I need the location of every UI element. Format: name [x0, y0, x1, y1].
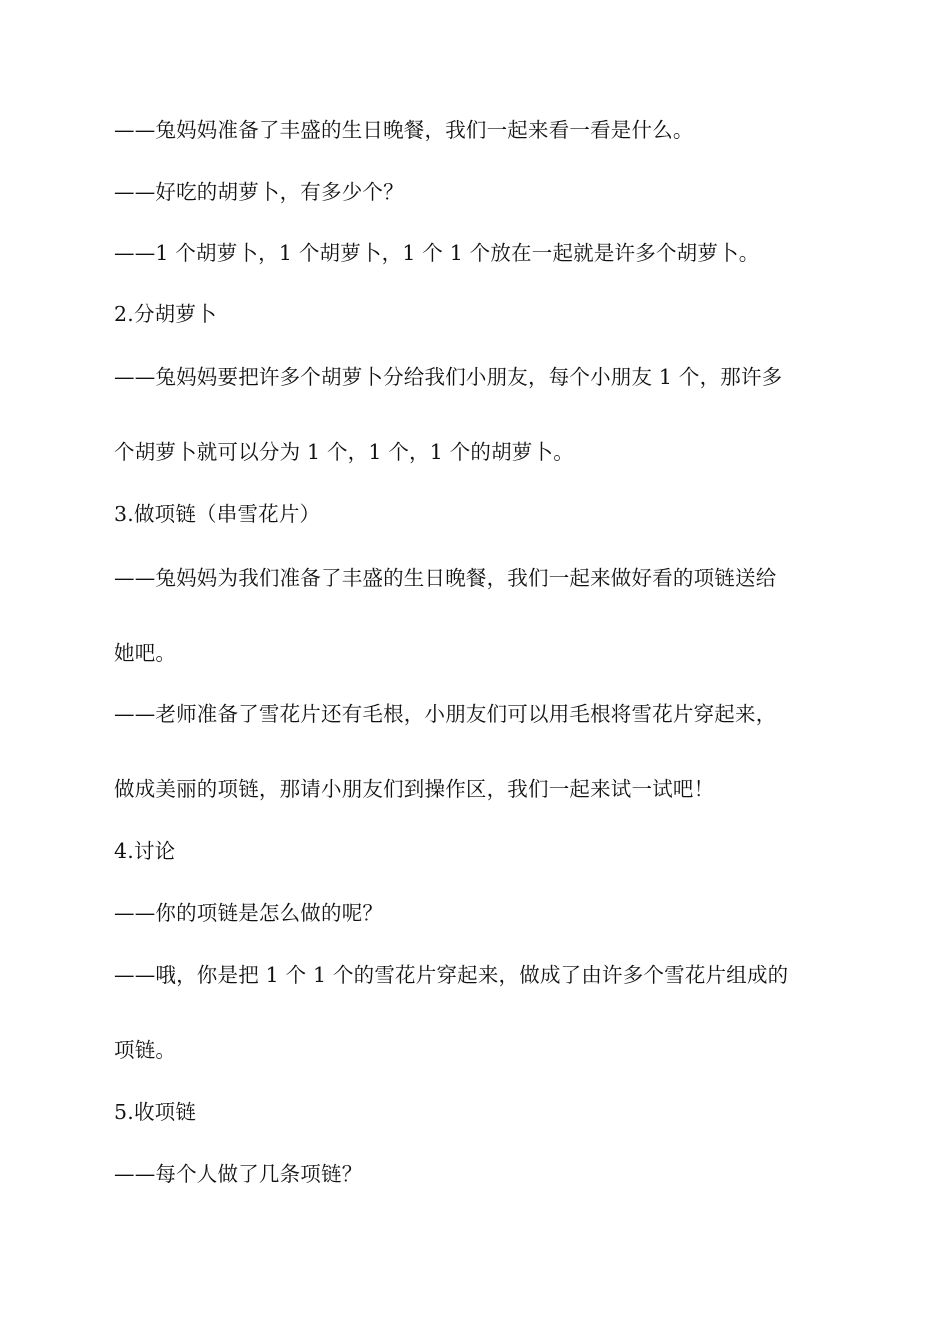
section-heading: 2.分胡萝卜 — [114, 302, 217, 326]
paragraph-line: 做成美丽的项链，那请小朋友们到操作区，我们一起来试一试吧！ — [114, 777, 715, 801]
paragraph-line: 项链。 — [114, 1038, 177, 1062]
paragraph-line: ——兔妈妈准备了丰盛的生日晚餐，我们一起来看一看是什么。 — [114, 118, 694, 142]
paragraph-line: ——1 个胡萝卜，1 个胡萝卜，1 个 1 个放在一起就是许多个胡萝卜。 — [114, 241, 760, 265]
paragraph-line: 个胡萝卜就可以分为 1 个，1 个，1 个的胡萝卜。 — [114, 440, 574, 464]
paragraph-line: ——好吃的胡萝卜，有多少个？ — [114, 180, 404, 204]
paragraph-line: ——你的项链是怎么做的呢？ — [114, 901, 384, 925]
paragraph-line: ——哦，你是把 1 个 1 个的雪花片穿起来，做成了由许多个雪花片组成的 — [114, 963, 789, 987]
paragraph-line: ——每个人做了几条项链？ — [114, 1162, 363, 1186]
paragraph-line: ——兔妈妈为我们准备了丰盛的生日晚餐，我们一起来做好看的项链送给 — [114, 566, 777, 590]
paragraph-line: ——兔妈妈要把许多个胡萝卜分给我们小朋友，每个小朋友 1 个，那许多 — [114, 365, 783, 389]
section-heading: 5.收项链 — [114, 1100, 197, 1124]
paragraph-line: 她吧。 — [114, 641, 177, 665]
paragraph-line: ——老师准备了雪花片还有毛根，小朋友们可以用毛根将雪花片穿起来， — [114, 702, 777, 726]
section-heading: 3.做项链（串雪花片） — [114, 502, 321, 526]
section-heading: 4.讨论 — [114, 839, 176, 863]
